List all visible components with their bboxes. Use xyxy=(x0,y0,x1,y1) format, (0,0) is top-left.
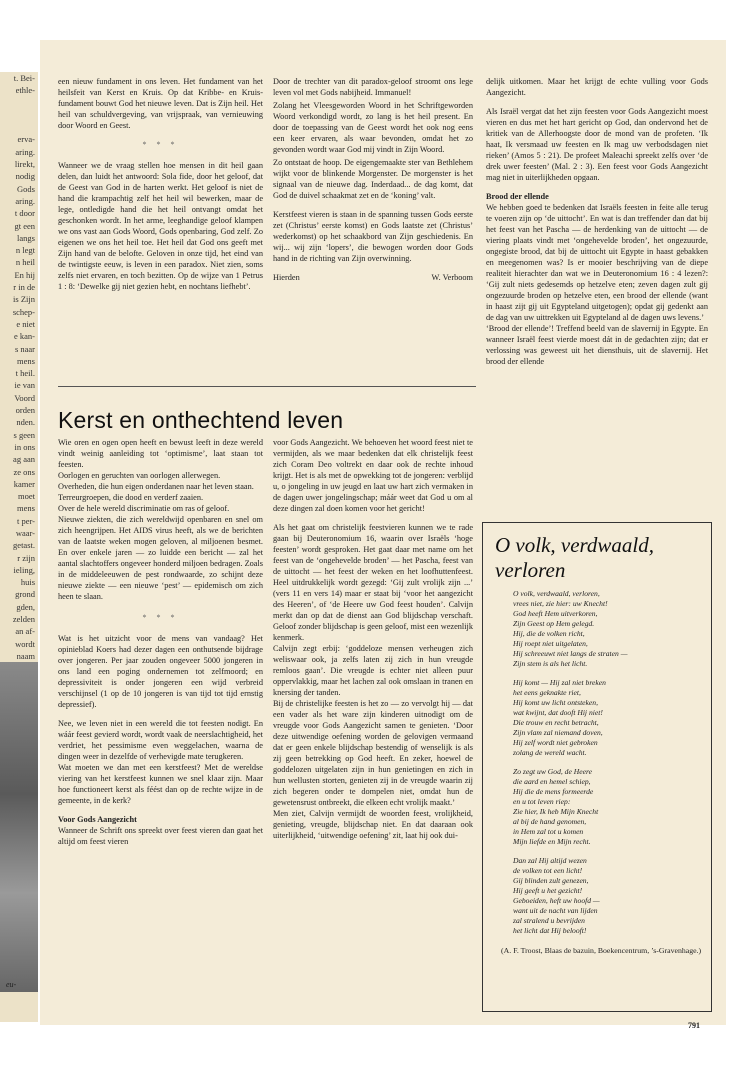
paragraph: Kerstfeest vieren is staan in de spanning tussen Gods eerste zet (Christus’ eerste komst) en Gods laatste zet (Christus’ wederkomst) op het schaakbord van Zijn geschiedenis. En wij... wij zijn ‘lopers’, die bewogen worden door Gods hand in de richting van Zijn overwinning. xyxy=(273,210,473,263)
margin-fragment xyxy=(0,97,38,109)
top-column-1 xyxy=(58,76,263,300)
margin-fragment: mens xyxy=(17,355,35,366)
margin-fragment: lirekt, xyxy=(14,159,35,170)
margin-fragment: grond xyxy=(15,589,35,600)
margin-fragment: ie van xyxy=(14,380,35,391)
margin-fragment: gden, xyxy=(16,601,35,612)
paragraph: Oorlogen en geruchten van oorlogen allerwegen. xyxy=(58,471,221,480)
margin-text-fragments xyxy=(0,72,38,675)
margin-fragment: kamer xyxy=(13,478,35,489)
paragraph: Overheden, die hun eigen onderdanen naar het leven staan. xyxy=(58,482,254,491)
margin-fragment: t heil. xyxy=(15,368,35,379)
margin-fragment: ze ons xyxy=(13,466,35,477)
section-divider: * * * xyxy=(142,140,179,149)
margin-fragment: e kan- xyxy=(13,331,35,342)
paragraph: delijk uitkomen. Maar het krijgt de echte vulling voor Gods Aangezicht. xyxy=(486,77,708,97)
margin-fragment: nden. xyxy=(16,417,35,428)
poem-box xyxy=(482,522,712,1012)
poem-stanza: Zo zegt uw God, de Heere die aard en hemel schiep, Hij die de mens formeerde en u tot leven riep: Zie hier, Ik heb Mijn Knecht al bij de hand genomen, in Hem zal tot u komen Mijn liefde en Mijn recht. xyxy=(513,767,599,846)
margin-fragment: mens xyxy=(17,503,35,514)
paragraph: Bij de christelijke feesten is het zo — zo vervolgt hij — dat een vader als het ware zijn kinderen uitnodigt om de vreugde voor Gods Aangezicht samen te genieten. ‘Door deze uitwendige oefening worden de gelovigen vermaand dat er geen enkele blijdschap bestendig of wenselijk is als zij geen betrekking op God heeft. En zeker, hoewel de goddelozen uitgelaten zijn in hun genietingen en zich in hun wellusten storten, genieten zij in de vreugde waarin zij zich begeren onder te dompelen niet, omdat hun de gewetensrust ontbreekt, die elkeen echt vrolijk maakt.’ xyxy=(273,699,473,807)
poem-source: (A. F. Troost, Blaas de bazuin, Boekencentrum, ’s-Gravenhage.) xyxy=(501,946,702,955)
margin-fragment: nodig xyxy=(15,171,35,182)
margin-fragment: ieling, xyxy=(13,564,35,575)
margin-fragment: aring. xyxy=(15,195,35,206)
signature xyxy=(273,272,473,283)
margin-fragment: in ons xyxy=(14,441,35,452)
article-column-1 xyxy=(58,437,263,855)
paragraph: Wat is het uitzicht voor de mens van vandaag? Het opinieblad Koers had dezer dagen een onthutsende bijdrage over jongeren. Per jaar zouden ongeveer 5000 jongeren in ons land een poging ondernemen tot zelfmoord; en depressiviteit is onder jongeren een wijd verbreid verschijnsel (1 op de 10 jongeren is van tijd tot tijd ernstig depressief). xyxy=(58,634,263,709)
poem-stanza: O volk, verdwaald, verloren, vrees niet, zie hier: uw Knecht! God heeft Hem uitverkoren, Zijn Geest op Hem gelegd. Hij, die de volken richt, Hij roept niet uitgelaten, Hij schreeuwt niet langs de straten — Zijn stem is als het licht. xyxy=(513,589,628,668)
signature-place: Hierden xyxy=(273,273,300,282)
margin-fragment: ag aan xyxy=(13,454,35,465)
paragraph: Wie oren en ogen open heeft en bewust leeft in deze wereld vindt weinig aanleiding tot ‘optimisme’, laat staan tot feesten. xyxy=(58,438,263,469)
margin-fragment: En hij xyxy=(14,269,35,280)
margin-fragment: erva- xyxy=(17,134,35,145)
paragraph: Zolang het Vleesgeworden Woord in het Schriftgeworden Woord verkondigd wordt, zo lang is het heil present. En door de toepassing van de Geest wordt het ook nog eens een keer ervaren, als waar bevonden, omdat het zo gevonden wordt waar God mij vindt in Zijn Woord. xyxy=(273,101,473,154)
margin-fragment: langs xyxy=(17,232,35,243)
margin-fragment xyxy=(0,121,38,133)
margin-fragment: Voord xyxy=(14,392,35,403)
paragraph: Nieuwe ziekten, die zich wereldwijd openbaren en snel om zich heengrijpen. Het AIDS virus heeft, als we de berichten van de laatste weken mogen geloven, al miljoenen besmet. En over enkele jaren — zo luidde een bericht — zal het aantal slachtoffers ongeveer honderd miljoen bedragen. Zoals in de middeleeuwen de pest rondwaarde, zo schijnt deze nieuwe ziekte — een nieuwe ‘pest’ — epidemisch om zich heen te slaan. xyxy=(58,515,263,601)
top-column-2 xyxy=(273,76,473,283)
paragraph: We hebben goed te bedenken dat Israëls feesten in feite alle terug te voeren zijn op ‘de uittocht’. En wat is dan treffender dan dat bij het feest van het Pascha — de herdenking van de uittocht — de viering plaats vindt met ‘ongehevelde broden’, het ongezuurde, ongegiste brood, dat bij de uittocht uit Egypte in haast gebakken en meegenomen was? Is er mooier beschrijving van de diepe realiteit hierachter dan wat we in Deuteronomium 16 : 4 lezen?: ‘Gij zult niets gedesemds op hetzelve eten; zeven dagen zult gij ongezuurde broden op hetzelve eten, een brood der ellende (want in haast zijt gij uit Egypteland uitgetogen); opdat gij gedenkt aan de dag van uw uittrekken uit Egypteland al de dagen uws levens.’ xyxy=(486,203,708,322)
paragraph: Als het gaat om christelijk feestvieren kunnen we te rade gaan bij Deuteronomium 16, waarin over Israëls ‘hoge feesten’ wordt gesproken. Het gaat daar met name om het feest van de ‘ongehevelde broden’ — het Pascha, feest van de uittocht — het feest der weken en het loofhuttenfeest. Heel uitdrukkelijk wordt gezegd: ‘Gij zult vrolijk zijn ...’ (vers 11 en vers 14) maar er staat bij ‘voor het aangezicht des Heeren’, of ‘de Heere uw God feest houden’. Calvijn merkt dan op dat de dienst aan God blijdschap verschaft. Geloof zonder blijdschap is geen geloof, mist een wezenlijk kenmerk. xyxy=(273,523,473,642)
section-rule xyxy=(58,386,476,387)
article-headline: Kerst en onthechtend leven xyxy=(58,407,344,433)
page-number: 791 xyxy=(688,1021,700,1030)
paragraph: Terreurgroepen, die dood en verderf zaaien. xyxy=(58,493,204,502)
paragraph: Wat moeten we dan met een kerstfeest? Met de wereldse viering van het kerstfeest kunnen we snel klaar zijn. Maar hoe functioneert kerst als féést dan op de rechte wijze in de gemeente, in de kerk? xyxy=(58,763,263,805)
subheading: Brood der ellende xyxy=(486,192,549,201)
margin-fragment: t. Bei- xyxy=(13,73,35,83)
section-divider: * * * xyxy=(142,613,179,622)
margin-fragment: waar- xyxy=(15,527,35,538)
right-column xyxy=(486,76,708,375)
paragraph: Over de hele wereld discriminatie om ras of geloof. xyxy=(58,504,230,513)
margin-fragment: s geen xyxy=(13,429,35,440)
margin-fragment: Gods xyxy=(17,183,35,194)
margin-fragment: n legt xyxy=(15,245,35,256)
margin-fragment: ethle- xyxy=(15,85,35,96)
margin-fragment: moet xyxy=(18,491,35,502)
paragraph: Zo ontstaat de hoop. De eigengemaakte ster van Bethlehem wijkt voor de blinkende Morgenster. De morgenster is het signaal van de nieuwe dag. Inderdaad... de dag komt, dat God de duivel schaakmat zet en de ‘koning’ valt. xyxy=(273,158,473,200)
margin-fragment: zelden xyxy=(12,614,35,625)
subheading: Voor Gods Aangezicht xyxy=(58,815,137,824)
poem-stanza: Hij komt — Hij zal niet breken het eens geknakte riet, Hij komt uw licht ontsteken, wat kwijnt, dat dooft Hij niet! Die trouw en recht betracht, Zijn vlam zal niemand doven, Hij zelf wordt niet gebroken zolang de wereld wacht. xyxy=(513,678,606,757)
paragraph: een nieuw fundament in ons leven. Het fundament van het heilsfeit van Kerst en Kruis. Op dat Kribbe- en Kruis-fundament bouwt God het nieuwe leven. Dat is Zijn heil. Het heil van schuldvergeving, van vrijspraak, van vernieuwing door Woord en Geest. xyxy=(58,77,263,130)
poem-stanza: Dan zal Hij altijd wezen de volken tot een licht! Gij blinden zult genezen, Hij geeft u het gezicht! Geboeiden, heft uw hoofd — want uit de nacht van lijden zal stralend u bevrijden het licht dat Hij belooft! xyxy=(513,856,600,935)
margin-fragment: r zijn xyxy=(17,552,35,563)
paragraph: Men ziet, Calvijn vermijdt de woorden feest, vrolijkheid, genieting, vreugde, blijdschap niet. En dat daaraan ook uiterlijkheid, ‘uitwendige oefening’ zit, laat hij ook dui- xyxy=(273,809,473,840)
margin-fragment: orden xyxy=(15,405,35,416)
signature-author: W. Verboom xyxy=(431,273,473,282)
paragraph: voor Gods Aangezicht. We behoeven het woord feest niet te vermijden, als we maar bedenken dat elk christelijk feest zich Coram Deo voltrekt en daar ook de rechte inhoud krijgt. Het is als met de opwekking tot de jongeren: verblijd u, o jongeling in uw jeugd en laat uw hart zich vermaken in de dagen uwer jongelingschap; máár weet dat God u om al deze dingen zal doen komen voor het gericht! xyxy=(273,438,473,513)
margin-fragment: schep- xyxy=(12,306,35,317)
previous-page-strip xyxy=(0,72,38,1022)
margin-fragment xyxy=(0,109,38,121)
paragraph: Wanneer de Schrift ons spreekt over feest vieren dan gaat het altijd om feest vieren xyxy=(58,826,263,846)
article-column-2 xyxy=(273,437,473,849)
margin-fragment: n heil xyxy=(15,257,35,268)
paragraph: Door de trechter van dit paradox-geloof stroomt ons lege leven vol met Gods nabijheid. Immanuel! xyxy=(273,77,473,97)
margin-fragment: an af- xyxy=(15,626,35,637)
margin-fragment: huis xyxy=(20,577,35,588)
paragraph: Wanneer we de vraag stellen hoe mensen in dit heil gaan delen, dan luidt het antwoord: Sola fide, door het geloof, dat de Geest van God in de harten werkt. Het geloof is niet de hand die krampachtig zelf het heil wil bewerken, maar de lege, ontledigde hand die het heil ontvangt omdat het geschonken wordt. In het arme, leeghandige geloof klampen we ons vast aan Gods Woord, Gods openbaring, God zelf. Zo eigenen we ons het heil toe. Het heil dat God ons geeft met Zijn hand van de belofte. Geloven in onze tijd, het eind van de twintigste eeuw, is leven in een paradox. Niet zien, soms zelfs niet ervaren, en toch bezitten. Op de wijze van 1 Petrus 1 : 8: ‘Dewelke gij niet gezien hebt, en nochtans liefhebt’. xyxy=(58,161,263,291)
margin-fragment: gt een xyxy=(14,220,35,231)
margin-caption: eu- xyxy=(6,980,17,989)
margin-fragment: s naar xyxy=(14,343,35,354)
margin-fragment: aring. xyxy=(15,146,35,157)
margin-fragment: getast. xyxy=(13,540,35,551)
margin-fragment: wordt xyxy=(15,638,35,649)
margin-fragment: t per- xyxy=(16,515,35,526)
poem-title: O volk, verdwaald, verloren xyxy=(495,533,655,582)
paragraph: Calvijn zegt erbij: ‘goddeloze mensen verheugen zich weliswaar ook, ja zelfs laten zij zich in hun vreugde remloos gaan’. Die vreugde is echter niet alleen puur oppervlakkig, maar het lachen zal ook omslaan in tranen en knersing der tanden. xyxy=(273,644,473,697)
margin-fragment: t door xyxy=(14,208,35,219)
margin-fragment: is Zijn xyxy=(13,294,35,305)
margin-fragment: naam xyxy=(16,650,35,661)
paragraph: Als Israël vergat dat het zijn feesten voor Gods Aangezicht moest vieren en dus met het hart gericht op God, dan ondervond het de kritiek van de Allerhoogste door de mond van de profeten. ‘Ik haat, Ik versmaad uw feesten en Ik mag uw verbodsdagen niet rieken’ (Amos 5 : 21). De profeet Maleachi spreekt zelfs over ‘de drek uwer feesten’ (Mal. 2 : 3). Een feest voor Gods Aangezicht mag niet in uiterlijkheden opgaan. xyxy=(486,107,708,182)
margin-fragment: e niet xyxy=(16,318,35,329)
margin-fragment: r in de xyxy=(13,282,35,293)
paragraph: ‘Brood der ellende’! Treffend beeld van de slavernij in Egypte. En wanneer Israël feest vierde moest dát in de gedachten zijn; dat er verlossing was geweest uit het diensthuis, uit de slavernij. Het brood der ellende xyxy=(486,324,708,366)
paragraph: Nee, we leven niet in een wereld die tot feesten nodigt. En wáár feest gevierd wordt, wordt vaak de neerslachtigheid, het verdriet, het pessimisme even weggelachen, waarna de dingen weer in dezelfde of verhevigde mate terugkeren. xyxy=(58,719,263,761)
margin-photo xyxy=(0,662,38,992)
